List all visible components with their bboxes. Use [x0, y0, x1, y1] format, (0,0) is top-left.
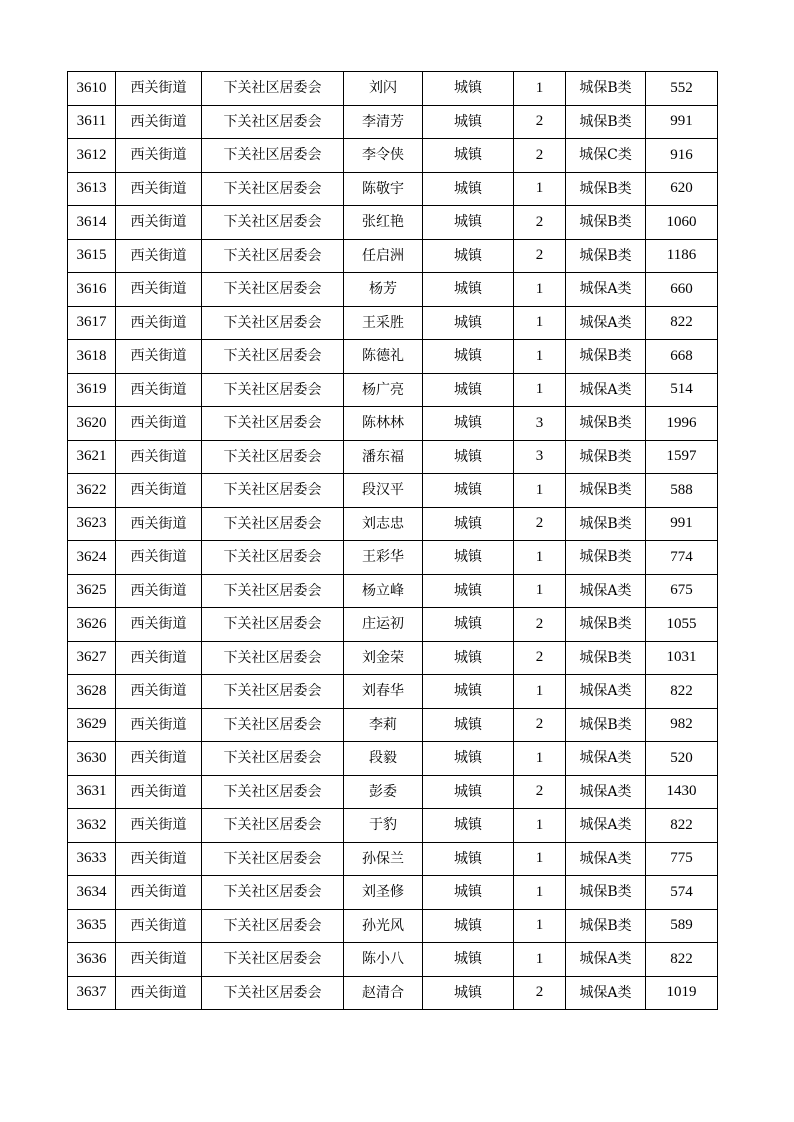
amount-cell: 620 — [646, 172, 718, 206]
person-name-cell: 潘东福 — [344, 440, 423, 474]
area-type-cell: 城镇 — [423, 608, 514, 642]
street-name-cell: 西关街道 — [116, 373, 202, 407]
insurance-category-cell: 城保B类 — [566, 507, 646, 541]
street-name-cell: 西关街道 — [116, 742, 202, 776]
household-size-cell: 3 — [514, 440, 566, 474]
person-name-cell: 刘圣修 — [344, 876, 423, 910]
area-type-cell: 城镇 — [423, 809, 514, 843]
serial-number-cell: 3624 — [68, 541, 116, 575]
serial-number-cell: 3632 — [68, 809, 116, 843]
table-row — [68, 407, 718, 441]
serial-number-cell: 3617 — [68, 306, 116, 340]
insurance-category-cell: 城保B类 — [566, 340, 646, 374]
table-row — [68, 373, 718, 407]
amount-cell: 1996 — [646, 407, 718, 441]
person-name-cell: 赵清合 — [344, 976, 423, 1010]
community-name-cell: 下关社区居委会 — [202, 976, 344, 1010]
amount-cell: 822 — [646, 809, 718, 843]
insurance-category-cell: 城保A类 — [566, 574, 646, 608]
person-name-cell: 任启洲 — [344, 239, 423, 273]
person-name-cell: 陈林林 — [344, 407, 423, 441]
street-name-cell: 西关街道 — [116, 407, 202, 441]
person-name-cell: 李令侠 — [344, 139, 423, 173]
table-row — [68, 708, 718, 742]
community-name-cell: 下关社区居委会 — [202, 809, 344, 843]
insurance-category-cell: 城保B类 — [566, 239, 646, 273]
household-size-cell: 1 — [514, 842, 566, 876]
table-row — [68, 306, 718, 340]
person-name-cell: 张红艳 — [344, 206, 423, 240]
person-name-cell: 段毅 — [344, 742, 423, 776]
household-size-cell: 1 — [514, 574, 566, 608]
table-row — [68, 742, 718, 776]
person-name-cell: 彭委 — [344, 775, 423, 809]
table-row — [68, 541, 718, 575]
table-row — [68, 809, 718, 843]
street-name-cell: 西关街道 — [116, 976, 202, 1010]
community-name-cell: 下关社区居委会 — [202, 440, 344, 474]
serial-number-cell: 3614 — [68, 206, 116, 240]
amount-cell: 1186 — [646, 239, 718, 273]
person-name-cell: 刘春华 — [344, 675, 423, 709]
household-size-cell: 2 — [514, 239, 566, 273]
community-name-cell: 下关社区居委会 — [202, 306, 344, 340]
community-name-cell: 下关社区居委会 — [202, 373, 344, 407]
area-type-cell: 城镇 — [423, 775, 514, 809]
amount-cell: 822 — [646, 943, 718, 977]
area-type-cell: 城镇 — [423, 407, 514, 441]
table-row — [68, 172, 718, 206]
person-name-cell: 杨芳 — [344, 273, 423, 307]
community-name-cell: 下关社区居委会 — [202, 876, 344, 910]
community-name-cell: 下关社区居委会 — [202, 72, 344, 106]
amount-cell: 1597 — [646, 440, 718, 474]
table-row — [68, 641, 718, 675]
amount-cell: 574 — [646, 876, 718, 910]
amount-cell: 552 — [646, 72, 718, 106]
amount-cell: 520 — [646, 742, 718, 776]
amount-cell: 660 — [646, 273, 718, 307]
serial-number-cell: 3627 — [68, 641, 116, 675]
serial-number-cell: 3636 — [68, 943, 116, 977]
insurance-category-cell: 城保A类 — [566, 373, 646, 407]
roster-body — [68, 72, 718, 1010]
community-name-cell: 下关社区居委会 — [202, 407, 344, 441]
community-name-cell: 下关社区居委会 — [202, 708, 344, 742]
person-name-cell: 陈敬宇 — [344, 172, 423, 206]
table-row — [68, 239, 718, 273]
community-name-cell: 下关社区居委会 — [202, 239, 344, 273]
street-name-cell: 西关街道 — [116, 206, 202, 240]
street-name-cell: 西关街道 — [116, 876, 202, 910]
household-size-cell: 1 — [514, 172, 566, 206]
insurance-category-cell: 城保B类 — [566, 440, 646, 474]
insurance-category-cell: 城保A类 — [566, 943, 646, 977]
table-row — [68, 139, 718, 173]
area-type-cell: 城镇 — [423, 474, 514, 508]
person-name-cell: 杨立峰 — [344, 574, 423, 608]
serial-number-cell: 3637 — [68, 976, 116, 1010]
street-name-cell: 西关街道 — [116, 708, 202, 742]
amount-cell: 675 — [646, 574, 718, 608]
amount-cell: 822 — [646, 675, 718, 709]
street-name-cell: 西关街道 — [116, 105, 202, 139]
area-type-cell: 城镇 — [423, 340, 514, 374]
serial-number-cell: 3620 — [68, 407, 116, 441]
street-name-cell: 西关街道 — [116, 574, 202, 608]
community-name-cell: 下关社区居委会 — [202, 273, 344, 307]
serial-number-cell: 3634 — [68, 876, 116, 910]
street-name-cell: 西关街道 — [116, 72, 202, 106]
person-name-cell: 于豹 — [344, 809, 423, 843]
table-row — [68, 876, 718, 910]
amount-cell: 1019 — [646, 976, 718, 1010]
community-name-cell: 下关社区居委会 — [202, 675, 344, 709]
amount-cell: 1430 — [646, 775, 718, 809]
insurance-category-cell: 城保A类 — [566, 775, 646, 809]
insurance-category-cell: 城保C类 — [566, 139, 646, 173]
person-name-cell: 陈小八 — [344, 943, 423, 977]
household-size-cell: 1 — [514, 72, 566, 106]
household-size-cell: 2 — [514, 641, 566, 675]
area-type-cell: 城镇 — [423, 105, 514, 139]
community-name-cell: 下关社区居委会 — [202, 541, 344, 575]
household-size-cell: 2 — [514, 976, 566, 1010]
person-name-cell: 李莉 — [344, 708, 423, 742]
insurance-category-cell: 城保A类 — [566, 809, 646, 843]
table-row — [68, 105, 718, 139]
community-name-cell: 下关社区居委会 — [202, 574, 344, 608]
street-name-cell: 西关街道 — [116, 139, 202, 173]
person-name-cell: 杨广亮 — [344, 373, 423, 407]
serial-number-cell: 3611 — [68, 105, 116, 139]
community-name-cell: 下关社区居委会 — [202, 775, 344, 809]
amount-cell: 1031 — [646, 641, 718, 675]
table-row — [68, 72, 718, 106]
table-row — [68, 909, 718, 943]
person-name-cell: 庄运初 — [344, 608, 423, 642]
serial-number-cell: 3613 — [68, 172, 116, 206]
serial-number-cell: 3615 — [68, 239, 116, 273]
community-name-cell: 下关社区居委会 — [202, 943, 344, 977]
insurance-category-cell: 城保B类 — [566, 641, 646, 675]
community-name-cell: 下关社区居委会 — [202, 172, 344, 206]
person-name-cell: 刘闪 — [344, 72, 423, 106]
street-name-cell: 西关街道 — [116, 541, 202, 575]
household-size-cell: 2 — [514, 139, 566, 173]
insurance-category-cell: 城保A类 — [566, 842, 646, 876]
insurance-category-cell: 城保A类 — [566, 273, 646, 307]
table-row — [68, 206, 718, 240]
household-size-cell: 1 — [514, 742, 566, 776]
street-name-cell: 西关街道 — [116, 306, 202, 340]
roster-table — [67, 71, 718, 1010]
table-row — [68, 574, 718, 608]
insurance-category-cell: 城保A类 — [566, 976, 646, 1010]
community-name-cell: 下关社区居委会 — [202, 608, 344, 642]
household-size-cell: 2 — [514, 608, 566, 642]
person-name-cell: 陈德礼 — [344, 340, 423, 374]
area-type-cell: 城镇 — [423, 976, 514, 1010]
area-type-cell: 城镇 — [423, 574, 514, 608]
amount-cell: 991 — [646, 105, 718, 139]
amount-cell: 589 — [646, 909, 718, 943]
community-name-cell: 下关社区居委会 — [202, 641, 344, 675]
serial-number-cell: 3610 — [68, 72, 116, 106]
amount-cell: 514 — [646, 373, 718, 407]
insurance-category-cell: 城保A类 — [566, 675, 646, 709]
person-name-cell: 刘金荣 — [344, 641, 423, 675]
household-size-cell: 1 — [514, 541, 566, 575]
insurance-category-cell: 城保B类 — [566, 541, 646, 575]
community-name-cell: 下关社区居委会 — [202, 842, 344, 876]
serial-number-cell: 3630 — [68, 742, 116, 776]
street-name-cell: 西关街道 — [116, 809, 202, 843]
insurance-category-cell: 城保A类 — [566, 306, 646, 340]
household-size-cell: 1 — [514, 373, 566, 407]
community-name-cell: 下关社区居委会 — [202, 909, 344, 943]
serial-number-cell: 3626 — [68, 608, 116, 642]
table-row — [68, 340, 718, 374]
insurance-category-cell: 城保B类 — [566, 105, 646, 139]
area-type-cell: 城镇 — [423, 273, 514, 307]
community-name-cell: 下关社区居委会 — [202, 742, 344, 776]
area-type-cell: 城镇 — [423, 876, 514, 910]
person-name-cell: 孙光风 — [344, 909, 423, 943]
serial-number-cell: 3631 — [68, 775, 116, 809]
area-type-cell: 城镇 — [423, 842, 514, 876]
street-name-cell: 西关街道 — [116, 239, 202, 273]
street-name-cell: 西关街道 — [116, 641, 202, 675]
household-size-cell: 1 — [514, 876, 566, 910]
area-type-cell: 城镇 — [423, 641, 514, 675]
table-row — [68, 842, 718, 876]
area-type-cell: 城镇 — [423, 440, 514, 474]
serial-number-cell: 3628 — [68, 675, 116, 709]
table-row — [68, 675, 718, 709]
street-name-cell: 西关街道 — [116, 775, 202, 809]
amount-cell: 991 — [646, 507, 718, 541]
household-size-cell: 3 — [514, 407, 566, 441]
serial-number-cell: 3618 — [68, 340, 116, 374]
area-type-cell: 城镇 — [423, 675, 514, 709]
person-name-cell: 李清芳 — [344, 105, 423, 139]
household-size-cell: 1 — [514, 943, 566, 977]
street-name-cell: 西关街道 — [116, 273, 202, 307]
street-name-cell: 西关街道 — [116, 507, 202, 541]
street-name-cell: 西关街道 — [116, 675, 202, 709]
area-type-cell: 城镇 — [423, 373, 514, 407]
table-row — [68, 608, 718, 642]
street-name-cell: 西关街道 — [116, 943, 202, 977]
household-size-cell: 1 — [514, 809, 566, 843]
amount-cell: 775 — [646, 842, 718, 876]
person-name-cell: 孙保兰 — [344, 842, 423, 876]
serial-number-cell: 3629 — [68, 708, 116, 742]
serial-number-cell: 3622 — [68, 474, 116, 508]
household-size-cell: 2 — [514, 775, 566, 809]
household-size-cell: 1 — [514, 340, 566, 374]
serial-number-cell: 3635 — [68, 909, 116, 943]
community-name-cell: 下关社区居委会 — [202, 507, 344, 541]
area-type-cell: 城镇 — [423, 139, 514, 173]
area-type-cell: 城镇 — [423, 909, 514, 943]
amount-cell: 822 — [646, 306, 718, 340]
amount-cell: 1060 — [646, 206, 718, 240]
person-name-cell: 段汉平 — [344, 474, 423, 508]
community-name-cell: 下关社区居委会 — [202, 139, 344, 173]
area-type-cell: 城镇 — [423, 239, 514, 273]
community-name-cell: 下关社区居委会 — [202, 105, 344, 139]
serial-number-cell: 3612 — [68, 139, 116, 173]
household-size-cell: 2 — [514, 105, 566, 139]
street-name-cell: 西关街道 — [116, 474, 202, 508]
amount-cell: 668 — [646, 340, 718, 374]
amount-cell: 774 — [646, 541, 718, 575]
area-type-cell: 城镇 — [423, 541, 514, 575]
area-type-cell: 城镇 — [423, 306, 514, 340]
insurance-category-cell: 城保B类 — [566, 608, 646, 642]
area-type-cell: 城镇 — [423, 172, 514, 206]
street-name-cell: 西关街道 — [116, 340, 202, 374]
table-row — [68, 440, 718, 474]
household-size-cell: 1 — [514, 306, 566, 340]
insurance-category-cell: 城保B类 — [566, 876, 646, 910]
person-name-cell: 刘志忠 — [344, 507, 423, 541]
table-row — [68, 943, 718, 977]
area-type-cell: 城镇 — [423, 206, 514, 240]
household-size-cell: 1 — [514, 474, 566, 508]
table-row — [68, 273, 718, 307]
household-size-cell: 1 — [514, 273, 566, 307]
household-size-cell: 2 — [514, 708, 566, 742]
community-name-cell: 下关社区居委会 — [202, 474, 344, 508]
amount-cell: 588 — [646, 474, 718, 508]
household-size-cell: 2 — [514, 206, 566, 240]
area-type-cell: 城镇 — [423, 708, 514, 742]
serial-number-cell: 3619 — [68, 373, 116, 407]
insurance-category-cell: 城保B类 — [566, 72, 646, 106]
community-name-cell: 下关社区居委会 — [202, 206, 344, 240]
street-name-cell: 西关街道 — [116, 608, 202, 642]
community-name-cell: 下关社区居委会 — [202, 340, 344, 374]
table-row — [68, 474, 718, 508]
household-size-cell: 1 — [514, 909, 566, 943]
amount-cell: 1055 — [646, 608, 718, 642]
insurance-category-cell: 城保B类 — [566, 407, 646, 441]
serial-number-cell: 3623 — [68, 507, 116, 541]
serial-number-cell: 3625 — [68, 574, 116, 608]
table-row — [68, 976, 718, 1010]
area-type-cell: 城镇 — [423, 943, 514, 977]
street-name-cell: 西关街道 — [116, 842, 202, 876]
street-name-cell: 西关街道 — [116, 172, 202, 206]
household-size-cell: 1 — [514, 675, 566, 709]
area-type-cell: 城镇 — [423, 742, 514, 776]
serial-number-cell: 3621 — [68, 440, 116, 474]
insurance-category-cell: 城保B类 — [566, 708, 646, 742]
area-type-cell: 城镇 — [423, 72, 514, 106]
street-name-cell: 西关街道 — [116, 909, 202, 943]
area-type-cell: 城镇 — [423, 507, 514, 541]
person-name-cell: 王彩华 — [344, 541, 423, 575]
insurance-category-cell: 城保B类 — [566, 909, 646, 943]
table-row — [68, 775, 718, 809]
person-name-cell: 王采胜 — [344, 306, 423, 340]
street-name-cell: 西关街道 — [116, 440, 202, 474]
amount-cell: 982 — [646, 708, 718, 742]
serial-number-cell: 3633 — [68, 842, 116, 876]
table-row — [68, 507, 718, 541]
insurance-category-cell: 城保B类 — [566, 206, 646, 240]
serial-number-cell: 3616 — [68, 273, 116, 307]
insurance-category-cell: 城保A类 — [566, 742, 646, 776]
amount-cell: 916 — [646, 139, 718, 173]
household-size-cell: 2 — [514, 507, 566, 541]
insurance-category-cell: 城保B类 — [566, 474, 646, 508]
insurance-category-cell: 城保B类 — [566, 172, 646, 206]
